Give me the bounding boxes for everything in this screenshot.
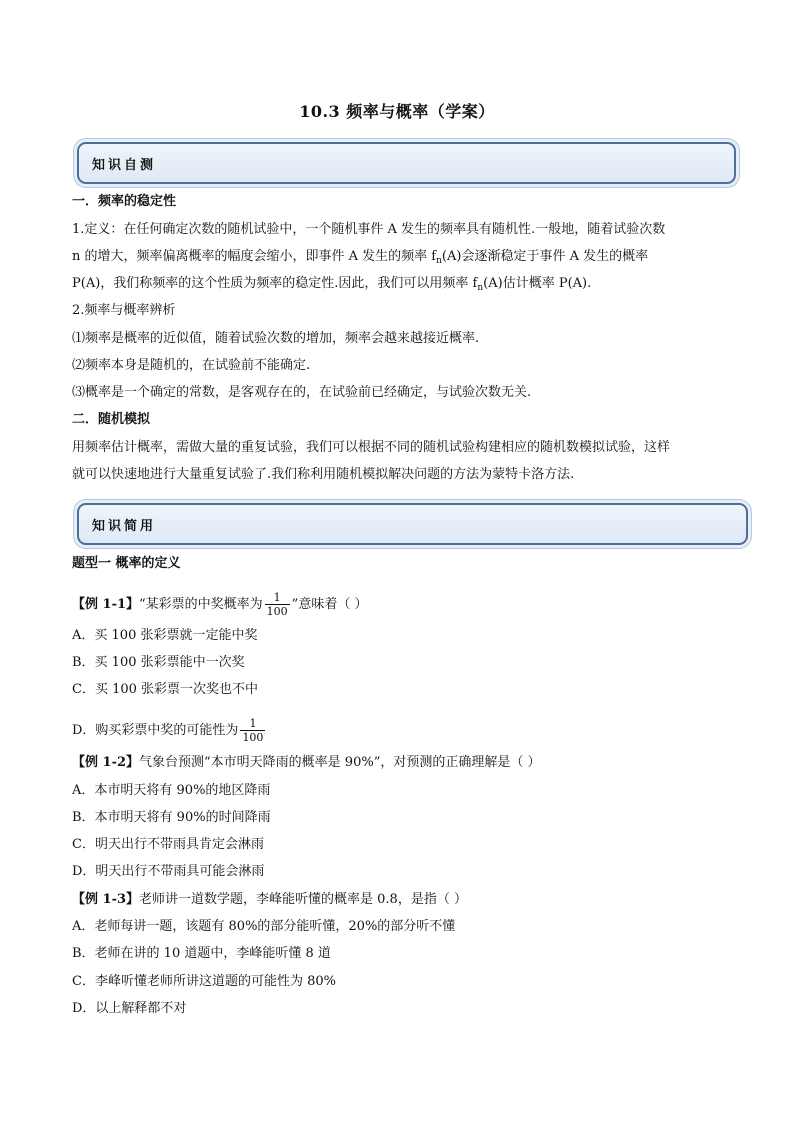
analysis-item-1: ⑴频率是概率的近似值，随着试验次数的增加，频率会越来越接近概率.: [72, 331, 480, 346]
option-b: B．买 100 张彩票能中一次奖: [72, 655, 245, 670]
text-segment: ”意味着（ ）: [291, 597, 368, 612]
type-heading: 题型一 概率的定义: [72, 556, 181, 571]
analysis-item-3: ⑶概率是一个确定的常数，是客观存在的，在试验前已经确定，与试验次数无关.: [72, 385, 532, 400]
option-a: A．老师每讲一题，该题有 80%的部分能听懂，20%的部分听不懂: [72, 919, 456, 934]
text-segment: (A)估计概率 P(A).: [483, 276, 592, 291]
text-segment: (A)会逐渐稳定于事件 A 发生的概率: [441, 249, 649, 264]
heading-random-simulation: 二．随机模拟: [72, 412, 151, 427]
heading-frequency-stability: 一．频率的稳定性: [72, 194, 177, 209]
definition-line-1: 1.定义：在任何确定次数的随机试验中，一个随机事件 A 发生的频率具有随机性.一般地，随着试验次数: [72, 222, 666, 237]
example-1-2-stem: [72, 755, 540, 771]
section-banner-self-test: [77, 142, 736, 184]
analysis-heading: 2.频率与概率辨析: [72, 303, 176, 318]
fraction: [265, 591, 290, 618]
subscript: n: [436, 256, 442, 266]
example-1-3-stem: [72, 892, 467, 908]
fraction: [240, 717, 265, 744]
text-segment: 气象台预测“本市明天降雨的概率是 90%”，对预测的正确理解是（ ）: [139, 755, 541, 770]
section-label: 知识简用: [92, 519, 157, 534]
page-title: 10.3 频率与概率（学案）: [299, 102, 495, 121]
option-b: B．本市明天将有 90%的时间降雨: [72, 810, 271, 825]
text-segment: D．购买彩票中奖的可能性为: [72, 723, 239, 738]
text-segment: P(A)，我们称频率的这个性质为频率的稳定性.因此，我们可以用频率 f: [72, 276, 478, 291]
definition-line-3: [72, 276, 591, 296]
option-a: A．本市明天将有 90%的地区降雨: [72, 783, 271, 798]
fraction-numerator: 1: [265, 591, 290, 605]
text-segment: 老师讲一道数学题，李峰能听懂的概率是 0.8，是指（ ）: [139, 892, 467, 907]
fraction-denominator: 100: [266, 605, 288, 618]
option-c: C．明天出行不带雨具肯定会淋雨: [72, 837, 264, 852]
analysis-item-2: ⑵频率本身是随机的，在试验前不能确定.: [72, 358, 311, 373]
simulation-line-2: 就可以快速地进行大量重复试验了.我们称利用随机模拟解决问题的方法为蒙特卡洛方法.: [72, 467, 575, 482]
definition-line-2: [72, 249, 648, 269]
example-1-1-stem: [72, 591, 367, 618]
section-label: 知识自测: [92, 158, 157, 173]
example-tag: 【例 1-1】: [72, 597, 140, 612]
simulation-line-1: 用频率估计概率，需做大量的重复试验，我们可以根据不同的随机试验构建相应的随机数模拟试验，这样: [72, 440, 671, 455]
text-segment: “某彩票的中奖概率为: [139, 597, 263, 612]
option-c: C．李峰听懂老师所讲这道题的可能性为 80%: [72, 974, 336, 989]
example-tag: 【例 1-2】: [72, 755, 140, 770]
section-banner-application: [77, 503, 748, 545]
option-b: B．老师在讲的 10 道题中，李峰能听懂 8 道: [72, 946, 331, 961]
fraction-denominator: 100: [242, 731, 264, 744]
text-segment: n 的增大，频率偏离概率的幅度会缩小，即事件 A 发生的频率 f: [72, 249, 437, 264]
example-tag: 【例 1-3】: [72, 892, 140, 907]
subscript: n: [477, 283, 484, 293]
option-d: D．以上解释都不对: [72, 1001, 187, 1016]
fraction-numerator: 1: [240, 717, 265, 731]
option-d: D．明天出行不带雨具可能会淋雨: [72, 864, 265, 879]
option-a: A．买 100 张彩票就一定能中奖: [72, 628, 258, 643]
option-d: [72, 717, 267, 744]
option-c: C．买 100 张彩票一次奖也不中: [72, 682, 259, 697]
